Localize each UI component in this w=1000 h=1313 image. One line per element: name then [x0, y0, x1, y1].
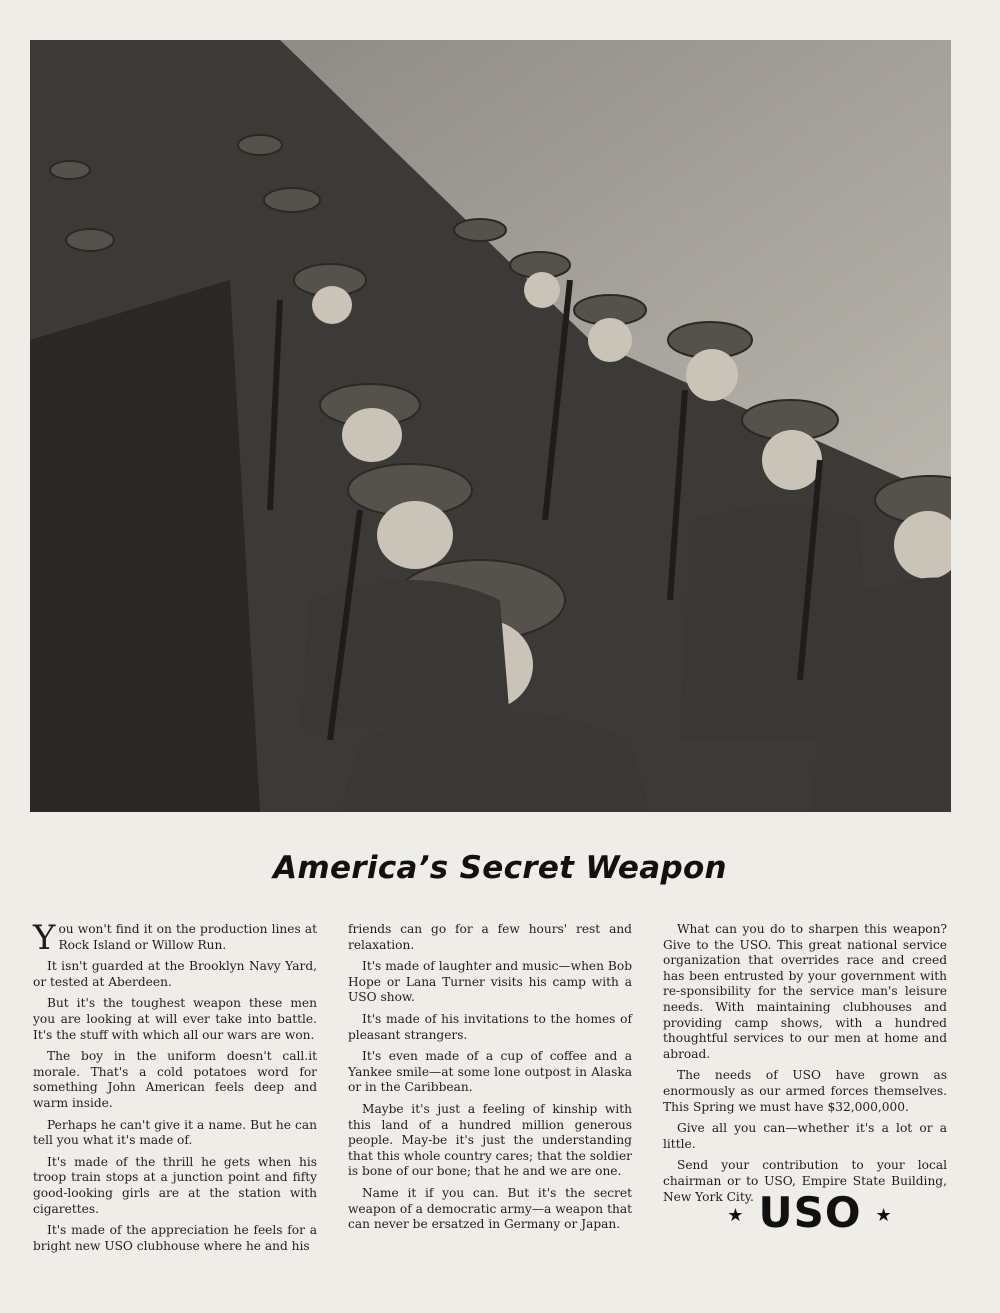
paragraph: The needs of USO have grown as enormously as our armed forces themselves. This Spring we must have $32,000,000.: [663, 1068, 947, 1114]
body-column-1: [33, 918, 317, 1260]
paragraph: You won't find it on the production lines at Rock Island or Willow Run.: [33, 918, 317, 958]
paragraph: It's made of the appreciation he feels for a bright new USO clubhouse where he and his: [33, 1223, 317, 1253]
logo-text: USO: [758, 1188, 862, 1237]
paragraph: But it's the toughest weapon these men you are looking at will ever take into battle. It's the stuff with which all our wars are won.: [33, 996, 317, 1042]
star-icon: ★: [727, 1205, 745, 1226]
soldiers-photo: [30, 40, 951, 812]
paragraph: Name it if you can. But it's the secret weapon of a democratic army—a weapon that can never be ersatzed in Germany or Japan.: [348, 1185, 632, 1232]
paragraph: It's made of the thrill he gets when his troop train stops at a junction point and fifty good-looking girls are at the station with cigarettes.: [33, 1154, 317, 1216]
paragraph: It's made of his invitations to the homes of pleasant strangers.: [348, 1011, 632, 1042]
photo-illustration: [30, 40, 951, 812]
body-column-3: [663, 922, 947, 1211]
paragraph: Perhaps he can't give it a name. But he can tell you what it's made of.: [33, 1117, 317, 1148]
paragraph: friends can go for a few hours' rest and relaxation.: [348, 922, 632, 952]
paragraph: The boy in the uniform doesn't call.it morale. That's a cold potatoes word for something John American feels deep and warm inside.: [33, 1049, 317, 1110]
uso-logo: [700, 1188, 920, 1237]
paragraph: It isn't guarded at the Brooklyn Navy Yard, or tested at Aberdeen.: [33, 959, 317, 989]
paragraph: Send your contribution to your local chairman or to USO, Empire State Building, New York City.: [663, 1158, 947, 1204]
paragraph: Maybe it's just a feeling of kinship with this land of a hundred million generous people. May-be it's just the understanding that this whole country cares; that the soldier is bone of our bone; that he and we are one.: [348, 1101, 632, 1179]
paragraph: It's made of laughter and music—when Bob Hope or Lana Turner visits his camp with a USO show.: [348, 959, 632, 1005]
paragraph: Give all you can—whether it's a lot or a little.: [663, 1121, 947, 1151]
drop-cap: Y: [33, 918, 56, 958]
star-icon: ★: [875, 1205, 893, 1226]
headline: America’s Secret Weapon: [273, 850, 727, 886]
body-column-2: [348, 922, 632, 1239]
paragraph: What can you do to sharpen this weapon? Give to the USO. This great national service organization that overrides race and creed has been entrusted by your government with re-sponsibility for the service man's leisure needs. With maintaining clubhouses and providing camp shows, with a hundred thoughtful services to our men at home and abroad.: [663, 922, 947, 1061]
paragraph: It's even made of a cup of coffee and a Yankee smile—at some lone outpost in Alaska or in the Caribbean.: [348, 1049, 632, 1095]
